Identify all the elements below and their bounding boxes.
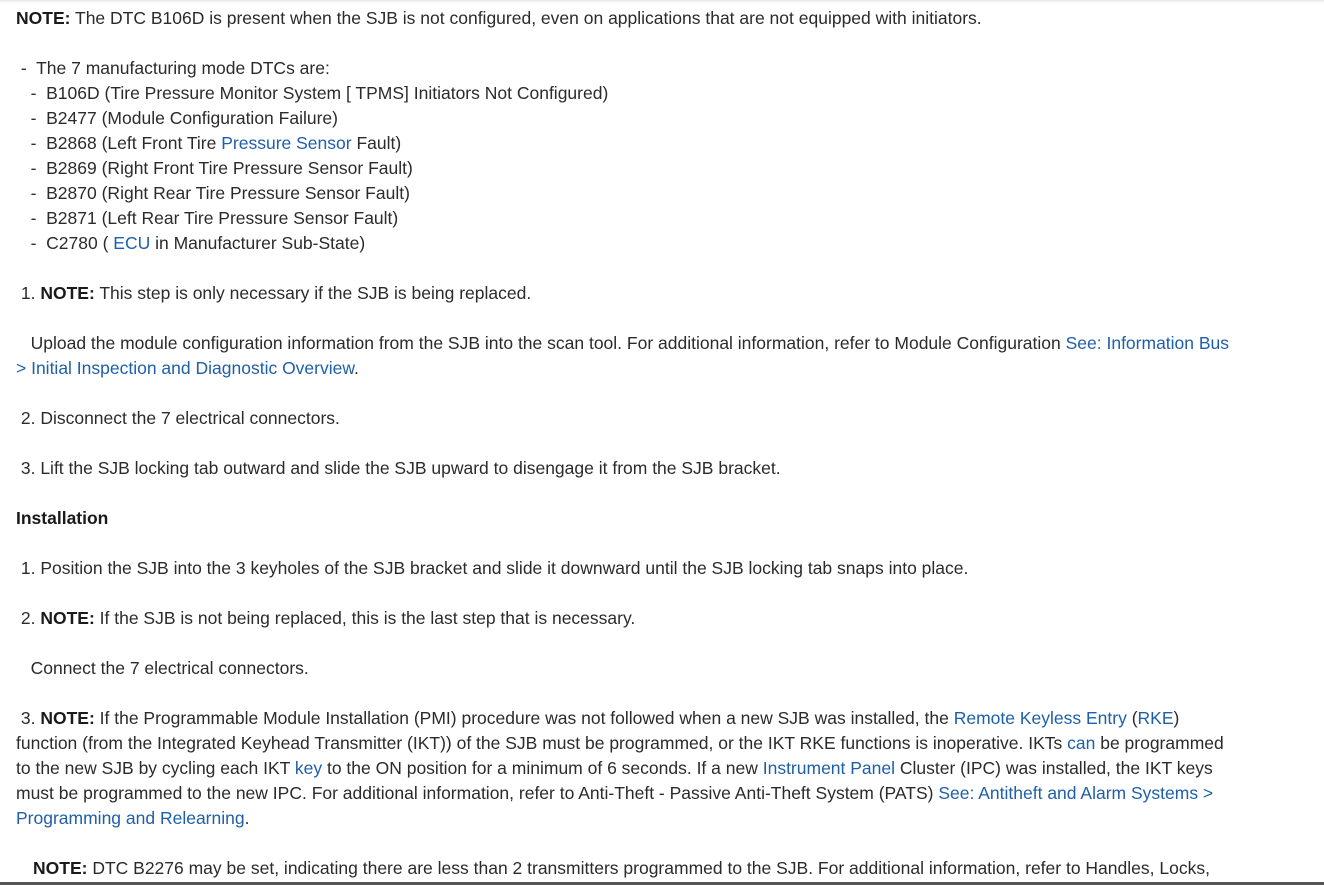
spacer — [16, 581, 1231, 606]
removal-step-1 — [16, 281, 1231, 306]
dtc-item — [16, 131, 1231, 156]
spacer — [16, 306, 1231, 331]
dtc-item: - B2477 (Module Configuration Failure) — [16, 108, 338, 128]
installation-step-2-body: Connect the 7 electrical connectors. — [16, 658, 309, 678]
information-bus-link[interactable]: See: Information Bus > Initial Inspection and Diagnostic Overview — [16, 333, 1234, 378]
section-heading: Installation — [16, 508, 109, 528]
key-link[interactable]: key — [294, 758, 323, 778]
step-text: If the Programmable Module Installation (PMI) procedure was not followed when a new SJB was installed, the — [94, 708, 954, 728]
step-text: to the ON position for a minimum of 6 seconds. If a new — [322, 758, 763, 778]
step-text: This step is only necessary if the SJB is being replaced. — [94, 283, 532, 303]
top-shadow — [0, 0, 1324, 3]
dtc-item-text: - C2780 ( — [16, 233, 114, 253]
spacer — [16, 256, 1231, 281]
remote-keyless-entry-link[interactable]: Remote Keyless Entry — [953, 708, 1127, 728]
spacer — [16, 681, 1231, 706]
removal-step-1-body — [16, 331, 1234, 381]
step-number: 2. — [16, 608, 41, 628]
step-text: ( — [1126, 708, 1138, 728]
dtc-item: - B106D (Tire Pressure Monitor System [ TPMS] Initiators Not Configured) — [16, 83, 609, 103]
rke-link[interactable]: RKE — [1137, 708, 1174, 728]
removal-step-3: 3. Lift the SJB locking tab outward and slide the SJB upward to disengage it from the SJB bracket. — [16, 458, 781, 478]
note-label: NOTE: — [40, 608, 95, 628]
spacer — [16, 631, 1231, 656]
spacer — [16, 831, 1231, 856]
installation-step-3-note — [16, 856, 1231, 881]
step-number: 3. — [16, 708, 41, 728]
ecu-link[interactable]: ECU — [113, 233, 151, 253]
step-text: Upload the module configuration information from the SJB into the scan tool. For additional information, refer to Module Configuration — [16, 333, 1066, 353]
step-text: . — [244, 808, 250, 828]
note-text: The DTC B106D is present when the SJB is not configured, even on applications that are not equipped with initiators. — [70, 8, 982, 28]
installation-step-1: 1. Position the SJB into the 3 keyholes of the SJB bracket and slide it downward until the SJB locking tab snaps into place. — [16, 558, 969, 578]
top-note — [16, 6, 1231, 31]
dtc-item-text: - B2868 (Left Front Tire — [16, 133, 222, 153]
note-label: NOTE: — [40, 283, 95, 303]
instrument-panel-link[interactable]: Instrument Panel — [762, 758, 896, 778]
dtc-item-text: in Manufacturer Sub-State) — [150, 233, 366, 253]
step-text: If the SJB is not being replaced, this is the last step that is necessary. — [94, 608, 636, 628]
spacer — [16, 481, 1231, 506]
dtc-item — [16, 231, 1231, 256]
antitheft-programming-link[interactable]: See: Antitheft and Alarm Systems > Programming and Relearning — [16, 783, 1219, 828]
step-text: Cluster (IPC) was installed, the IKT keys must be programmed to the new IPC. For additional information, refer to Anti-Theft - Passive Anti-Theft System (PATS) — [16, 758, 1218, 803]
spacer — [16, 431, 1231, 456]
step-text: . — [354, 358, 359, 378]
spacer — [16, 381, 1231, 406]
pressure-sensor-link[interactable]: Pressure Sensor — [221, 133, 352, 153]
note-text: DTC B2276 may be set, indicating there are less than 2 transmitters programmed to the SJB. For additional information, refer to Handles, Locks, — [87, 858, 1210, 878]
document-body — [16, 6, 1234, 881]
step-text: be programmed to the new SJB by cycling each IKT — [16, 733, 1229, 778]
dtc-item: - B2869 (Right Front Tire Pressure Sensor Fault) — [16, 158, 413, 178]
step-number: 1. — [16, 283, 41, 303]
step-text: ) function (from the Integrated Keyhead Transmitter (IKT)) of the SJB must be programmed, or the IKT RKE functions is inoperative. IKTs — [16, 708, 1185, 753]
spacer — [16, 531, 1231, 556]
note-label: NOTE: — [33, 858, 88, 878]
note-label: NOTE: — [16, 8, 71, 28]
removal-step-2: 2. Disconnect the 7 electrical connectors. — [16, 408, 340, 428]
dtc-list-intro: - The 7 manufacturing mode DTCs are: — [16, 58, 330, 78]
note-label: NOTE: — [40, 708, 95, 728]
installation-step-2 — [16, 606, 1231, 631]
dtc-item: - B2870 (Right Rear Tire Pressure Sensor Fault) — [16, 183, 410, 203]
spacer — [16, 31, 1231, 56]
dtc-item: - B2871 (Left Rear Tire Pressure Sensor Fault) — [16, 208, 399, 228]
can-link[interactable]: can — [1067, 733, 1096, 753]
dtc-item-text: Fault) — [351, 133, 402, 153]
installation-heading — [16, 506, 1231, 531]
installation-step-3 — [16, 706, 1231, 831]
